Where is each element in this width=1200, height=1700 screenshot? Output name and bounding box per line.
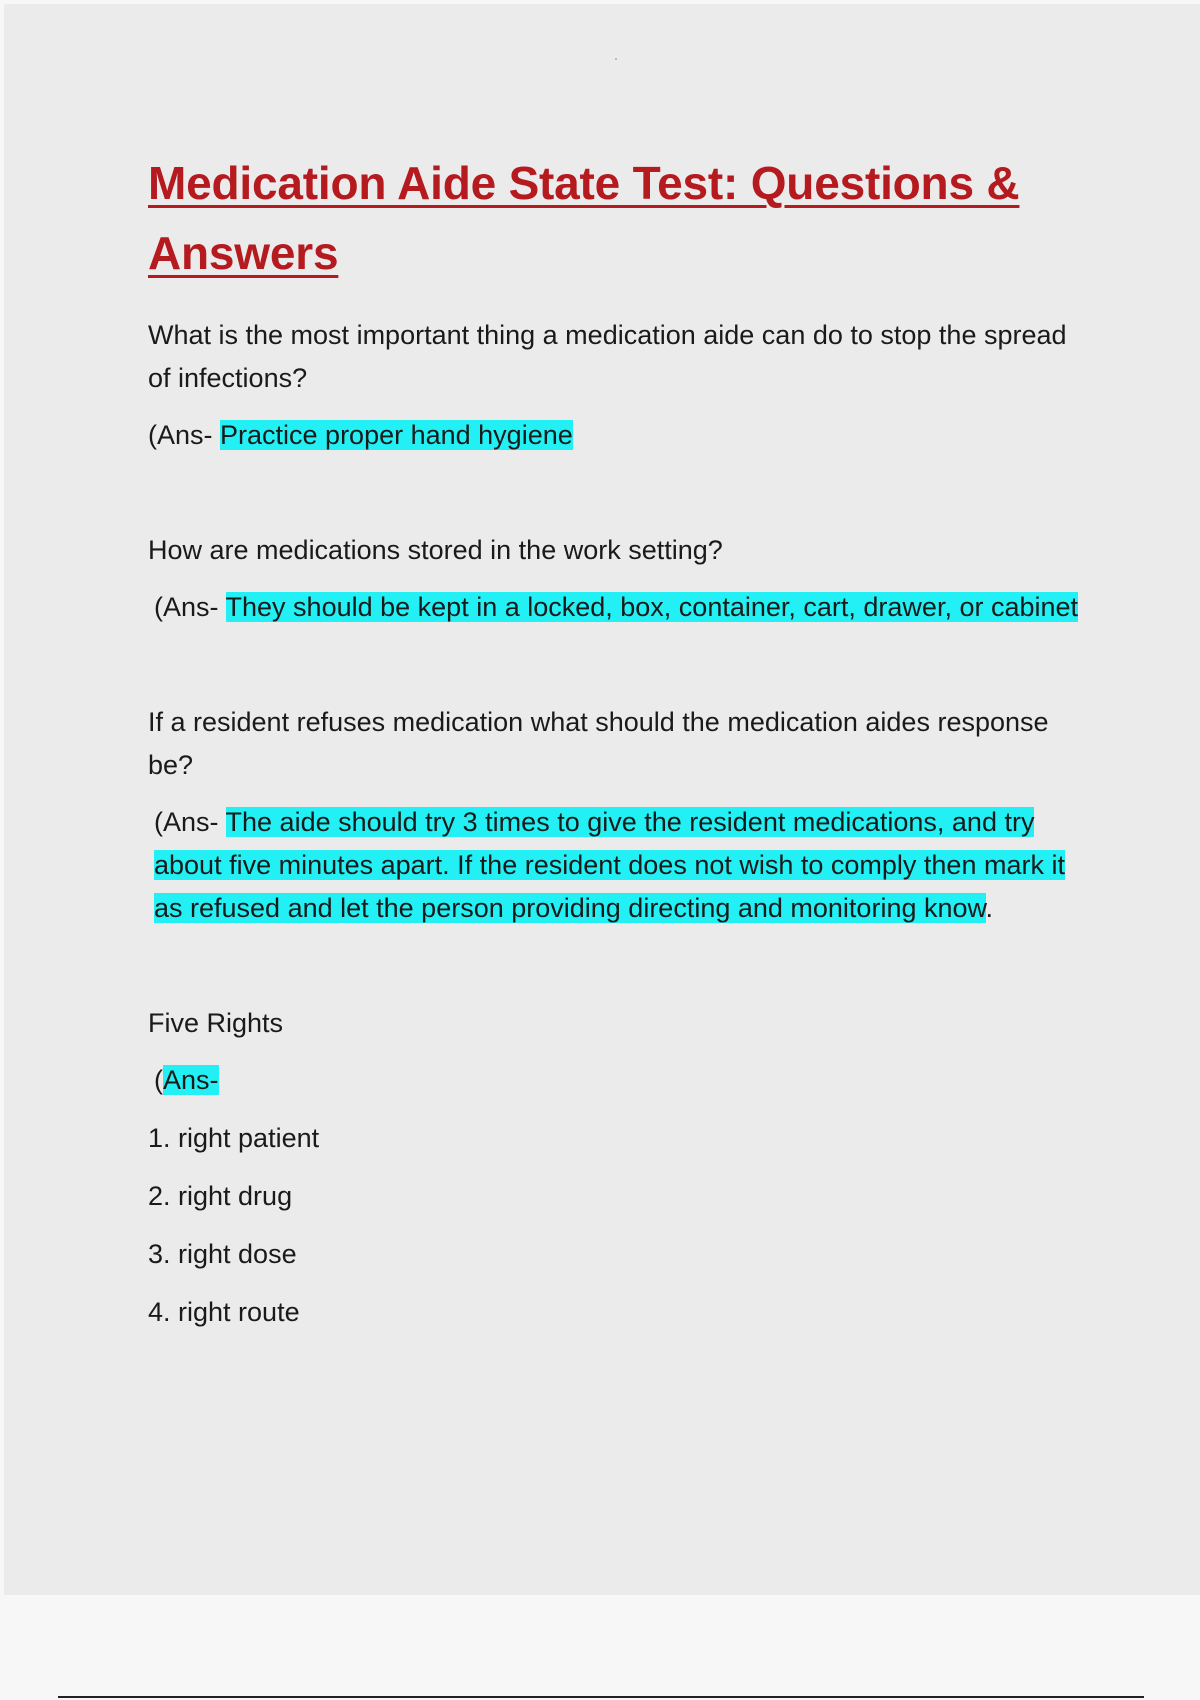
answer-prefix: (Ans-: [148, 420, 221, 450]
answer-prefix: (: [154, 1065, 163, 1095]
answer-suffix: .: [985, 893, 994, 923]
list-item: 3. right dose: [148, 1239, 297, 1269]
qa-item-4: [148, 1002, 1088, 1334]
footer-divider: [58, 1696, 1144, 1698]
question-text: What is the most important thing a medication aide can do to stop the spread of infections?: [148, 320, 1067, 393]
page-mark: [615, 58, 617, 60]
list-item: 4. right route: [148, 1297, 300, 1327]
document-body: [148, 148, 1088, 1334]
document-title: Medication Aide State Test: Questions & Answers: [148, 157, 1020, 279]
question-text: How are medications stored in the work setting?: [148, 535, 723, 565]
answer-highlight: They should be kept in a locked, box, container, cart, drawer, or cabinet: [225, 592, 1079, 622]
five-rights-list: [148, 1117, 1088, 1334]
qa-item-1: [148, 314, 1088, 457]
answer-highlight: The aide should try 3 times to give the resident medications, and try about five minutes apart. If the resident does not wish to comply then mark it as refused and let the person providing directing and monitoring know: [154, 807, 1065, 923]
answer-highlight: Practice proper hand hygiene: [220, 420, 573, 450]
list-item: 2. right drug: [148, 1181, 293, 1211]
list-item: 1. right patient: [148, 1123, 320, 1153]
question-text: Five Rights: [148, 1008, 284, 1038]
question-text: If a resident refuses medication what should the medication aides response be?: [148, 707, 1049, 780]
answer-line: [148, 1059, 1088, 1102]
answer-line: [148, 801, 1088, 930]
answer-line: [148, 414, 1088, 457]
answer-prefix: (Ans-: [154, 807, 226, 837]
answer-prefix: (Ans-: [154, 592, 226, 622]
qa-item-3: [148, 701, 1088, 930]
answer-highlight: Ans-: [163, 1065, 219, 1095]
answer-line: [148, 586, 1088, 629]
qa-item-2: [148, 529, 1088, 629]
